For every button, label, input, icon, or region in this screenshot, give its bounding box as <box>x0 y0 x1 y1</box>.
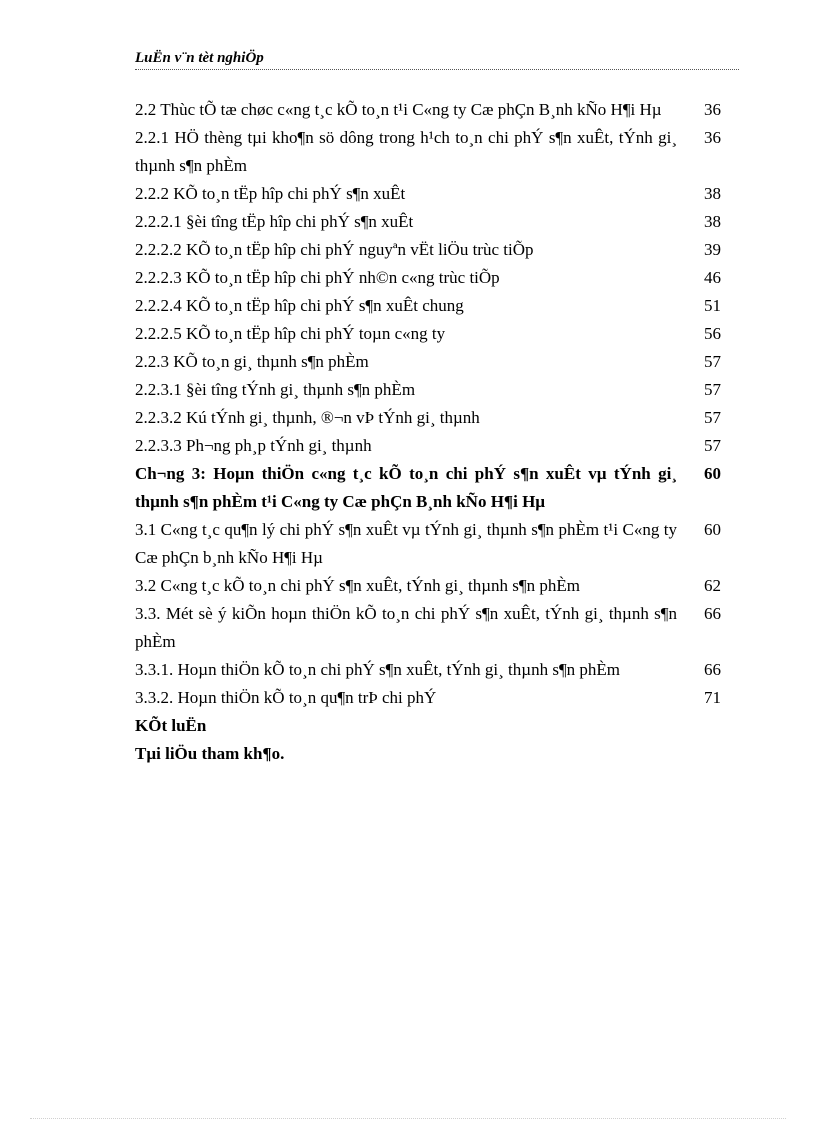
toc-entry <box>135 376 723 404</box>
toc-entry <box>135 96 723 124</box>
toc-entry-text: 2.2.3.3 Ph¬ng ph¸p tÝnh gi¸ thµnh <box>135 436 372 455</box>
toc-entry-page: 60 <box>704 520 721 539</box>
table-of-contents <box>135 96 723 768</box>
toc-entry-page: 62 <box>704 576 721 595</box>
toc-chapter-heading <box>135 460 723 516</box>
toc-entry <box>135 684 723 712</box>
toc-conclusion-heading <box>135 712 723 740</box>
toc-entry <box>135 124 723 180</box>
page-bottom-divider <box>30 1118 786 1119</box>
toc-entry-text: 2.2.2.3 KÕ to¸n tËp hîp chi phÝ nh©n c«ng trùc tiÕp <box>135 268 500 287</box>
toc-entry-text: KÕt luËn <box>135 716 207 735</box>
toc-entry-page: 36 <box>704 100 721 119</box>
toc-entry-text: 3.1 C«ng t¸c qu¶n lý chi phÝ s¶n xuÊt vµ tÝnh gi¸ thµnh s¶n phÈm t¹i C«ng ty Cæ phÇn b¸nh kÑo H¶i Hµ <box>135 520 677 567</box>
toc-entry <box>135 572 723 600</box>
toc-entry <box>135 320 723 348</box>
toc-entry <box>135 180 723 208</box>
toc-entry-page: 60 <box>704 464 721 483</box>
toc-entry-page: 71 <box>704 688 721 707</box>
toc-entry-page: 39 <box>704 240 721 259</box>
toc-entry-page: 66 <box>704 604 721 623</box>
toc-entry-page: 66 <box>704 660 721 679</box>
toc-entry-text: 2.2.3.2 Kú tÝnh gi¸ thµnh, ®¬n vÞ tÝnh gi¸ thµnh <box>135 408 480 427</box>
toc-entry-page: 57 <box>704 436 721 455</box>
toc-entry-text: 3.3.2. Hoµn thiÖn kÕ to¸n qu¶n trÞ chi phÝ <box>135 688 437 707</box>
toc-entry-text: 2.2.3.1 §èi tîng tÝnh gi¸ thµnh s¶n phÈm <box>135 380 416 399</box>
toc-entry <box>135 348 723 376</box>
toc-entry-page: 46 <box>704 268 721 287</box>
toc-entry-page: 56 <box>704 324 721 343</box>
toc-entry-text: 2.2.2.1 §èi tîng tËp hîp chi phÝ s¶n xuÊt <box>135 212 414 231</box>
toc-entry-page: 38 <box>704 184 721 203</box>
toc-entry-text: 2.2.1 HÖ thèng tµi kho¶n sö dông trong h¹ch to¸n chi phÝ s¶n xuÊt, tÝnh gi¸ thµnh s¶n phÈm <box>135 128 677 175</box>
toc-entry-page: 57 <box>704 408 721 427</box>
toc-entry-page: 51 <box>704 296 721 315</box>
toc-entry-page: 36 <box>704 128 721 147</box>
toc-entry-text: Tµi liÖu tham kh¶o. <box>135 744 285 763</box>
toc-entry-page: 57 <box>704 352 721 371</box>
toc-entry <box>135 208 723 236</box>
toc-entry-text: 2.2.3 KÕ to¸n gi¸ thµnh s¶n phÈm <box>135 352 369 371</box>
toc-entry-text: 3.2 C«ng t¸c kÕ to¸n chi phÝ s¶n xuÊt, tÝnh gi¸ thµnh s¶n phÈm <box>135 576 580 595</box>
toc-entry <box>135 236 723 264</box>
document-header-title: LuËn v¨n tèt nghiÖp <box>135 50 264 66</box>
toc-entry-text: 3.3.1. Hoµn thiÖn kÕ to¸n chi phÝ s¶n xuÊt, tÝnh gi¸ thµnh s¶n phÈm <box>135 660 621 679</box>
toc-entry-page: 57 <box>704 380 721 399</box>
toc-entry-text: 3.3. Mét sè ý kiÕn hoµn thiÖn kÕ to¸n chi phÝ s¶n xuÊt, tÝnh gi¸ thµnh s¶n phÈm <box>135 604 677 651</box>
toc-entry-text: 2.2 Thùc tÕ tæ chøc c«ng t¸c kÕ to¸n t¹i C«ng ty Cæ phÇn B¸nh kÑo H¶i Hµ <box>135 100 662 119</box>
toc-entry <box>135 516 723 572</box>
toc-entry-text: 2.2.2.2 KÕ to¸n tËp hîp chi phÝ nguyªn vËt liÖu trùc tiÕp <box>135 240 534 259</box>
toc-entry <box>135 600 723 656</box>
toc-references-heading <box>135 740 723 768</box>
toc-entry <box>135 404 723 432</box>
toc-entry-text: Ch¬ng 3: Hoµn thiÖn c«ng t¸c kÕ to¸n chi phÝ s¶n xuÊt vµ tÝnh gi¸ thµnh s¶n phÈm t¹i C«ng ty Cæ phÇn B¸nh kÑo H¶i Hµ <box>135 464 677 511</box>
toc-entry-text: 2.2.2.4 KÕ to¸n tËp hîp chi phÝ s¶n xuÊt chung <box>135 296 464 315</box>
toc-entry <box>135 264 723 292</box>
toc-entry-text: 2.2.2.5 KÕ to¸n tËp hîp chi phÝ toµn c«ng ty <box>135 324 446 343</box>
toc-entry <box>135 292 723 320</box>
toc-entry <box>135 432 723 460</box>
toc-entry <box>135 656 723 684</box>
toc-entry-page: 38 <box>704 212 721 231</box>
running-header <box>135 49 739 70</box>
toc-entry-text: 2.2.2 KÕ to¸n tËp hîp chi phÝ s¶n xuÊt <box>135 184 406 203</box>
